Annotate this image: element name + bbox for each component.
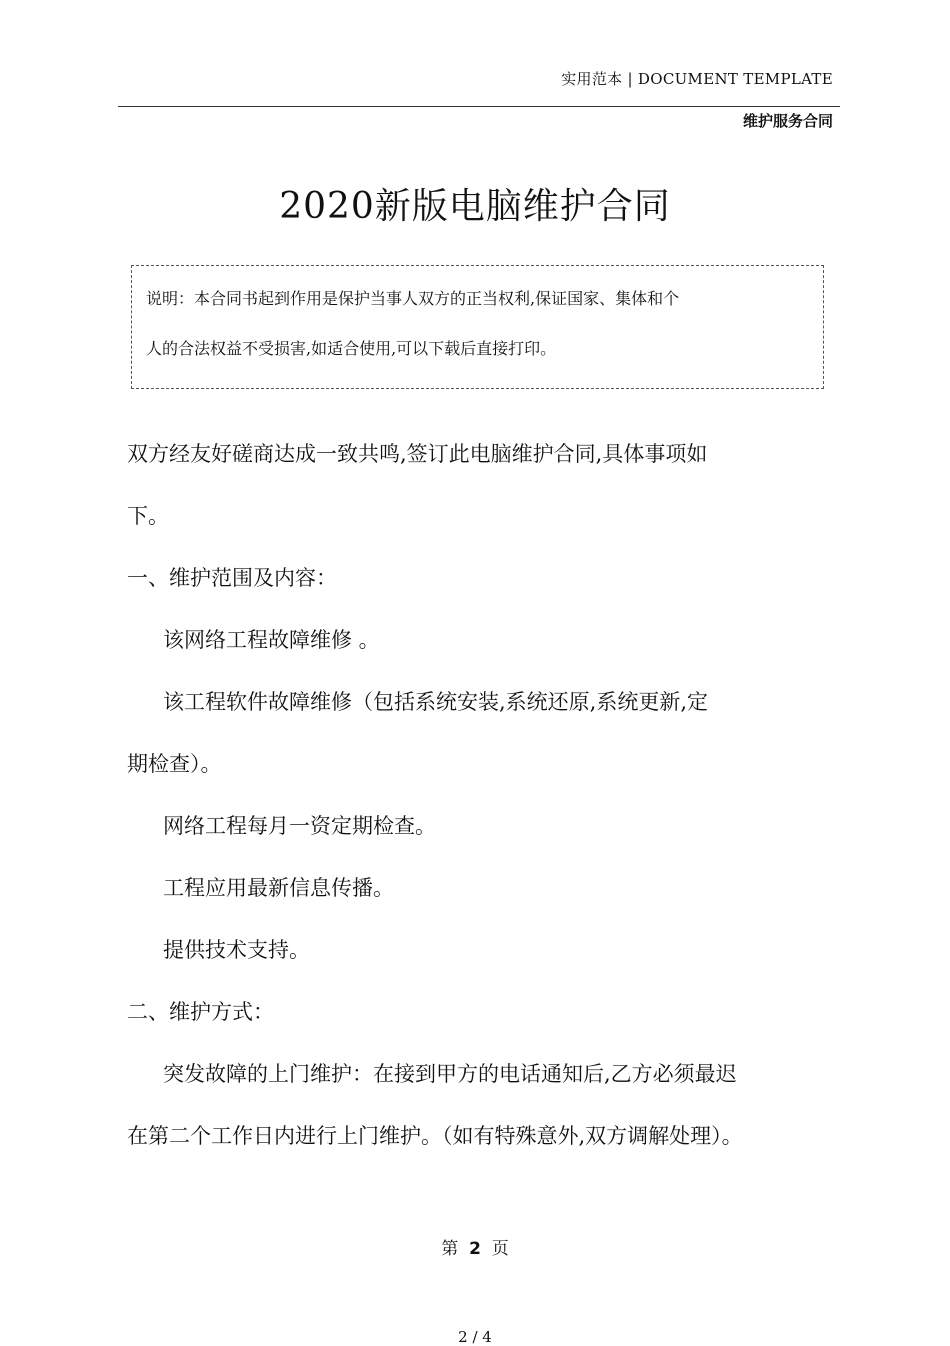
s1-item-1: 该网络工程故障维修 。 — [163, 628, 380, 652]
section-2-heading: 二、维护方式： — [127, 1000, 274, 1024]
page-prefix: 第 — [441, 1239, 459, 1259]
s1-item-2-line-2: 期检查）。 — [127, 752, 222, 776]
page-count: 2 / 4 — [458, 1328, 492, 1346]
intro-line-1: 双方经友好磋商达成一致共鸣,签订此电脑维护合同,具体事项如 — [127, 442, 708, 466]
document-title: 2020新版电脑维护合同 — [279, 186, 671, 227]
intro-line-2: 下。 — [127, 504, 169, 528]
header-contract-type: 维护服务合同 — [742, 112, 833, 130]
page-number-footer — [0, 1234, 950, 1259]
section-1-heading: 一、维护范围及内容： — [127, 566, 337, 590]
header-template-label: 实用范本 | DOCUMENT TEMPLATE — [561, 70, 833, 88]
page-suffix: 页 — [491, 1239, 509, 1259]
s2-item-1-line-2: 在第二个工作日内进行上门维护。（如有特殊意外,双方调解处理）。 — [127, 1124, 743, 1148]
note-box — [131, 265, 824, 389]
page-number: 2 — [469, 1239, 481, 1259]
header-divider — [118, 106, 840, 107]
s1-item-4: 工程应用最新信息传播。 — [163, 876, 394, 900]
note-line-2: 人的合法权益不受损害,如适合使用,可以下载后直接打印。 — [146, 339, 557, 358]
s1-item-3: 网络工程每月一资定期检查。 — [163, 814, 436, 838]
note-line-1: 说明：本合同书起到作用是保护当事人双方的正当权利,保证国家、集体和个 — [146, 289, 680, 308]
s1-item-5: 提供技术支持。 — [163, 938, 310, 962]
s2-item-1-line-1: 突发故障的上门维护：在接到甲方的电话通知后,乙方必须最迟 — [163, 1062, 737, 1086]
s1-item-2-line-1: 该工程软件故障维修（包括系统安装,系统还原,系统更新,定 — [163, 690, 709, 714]
